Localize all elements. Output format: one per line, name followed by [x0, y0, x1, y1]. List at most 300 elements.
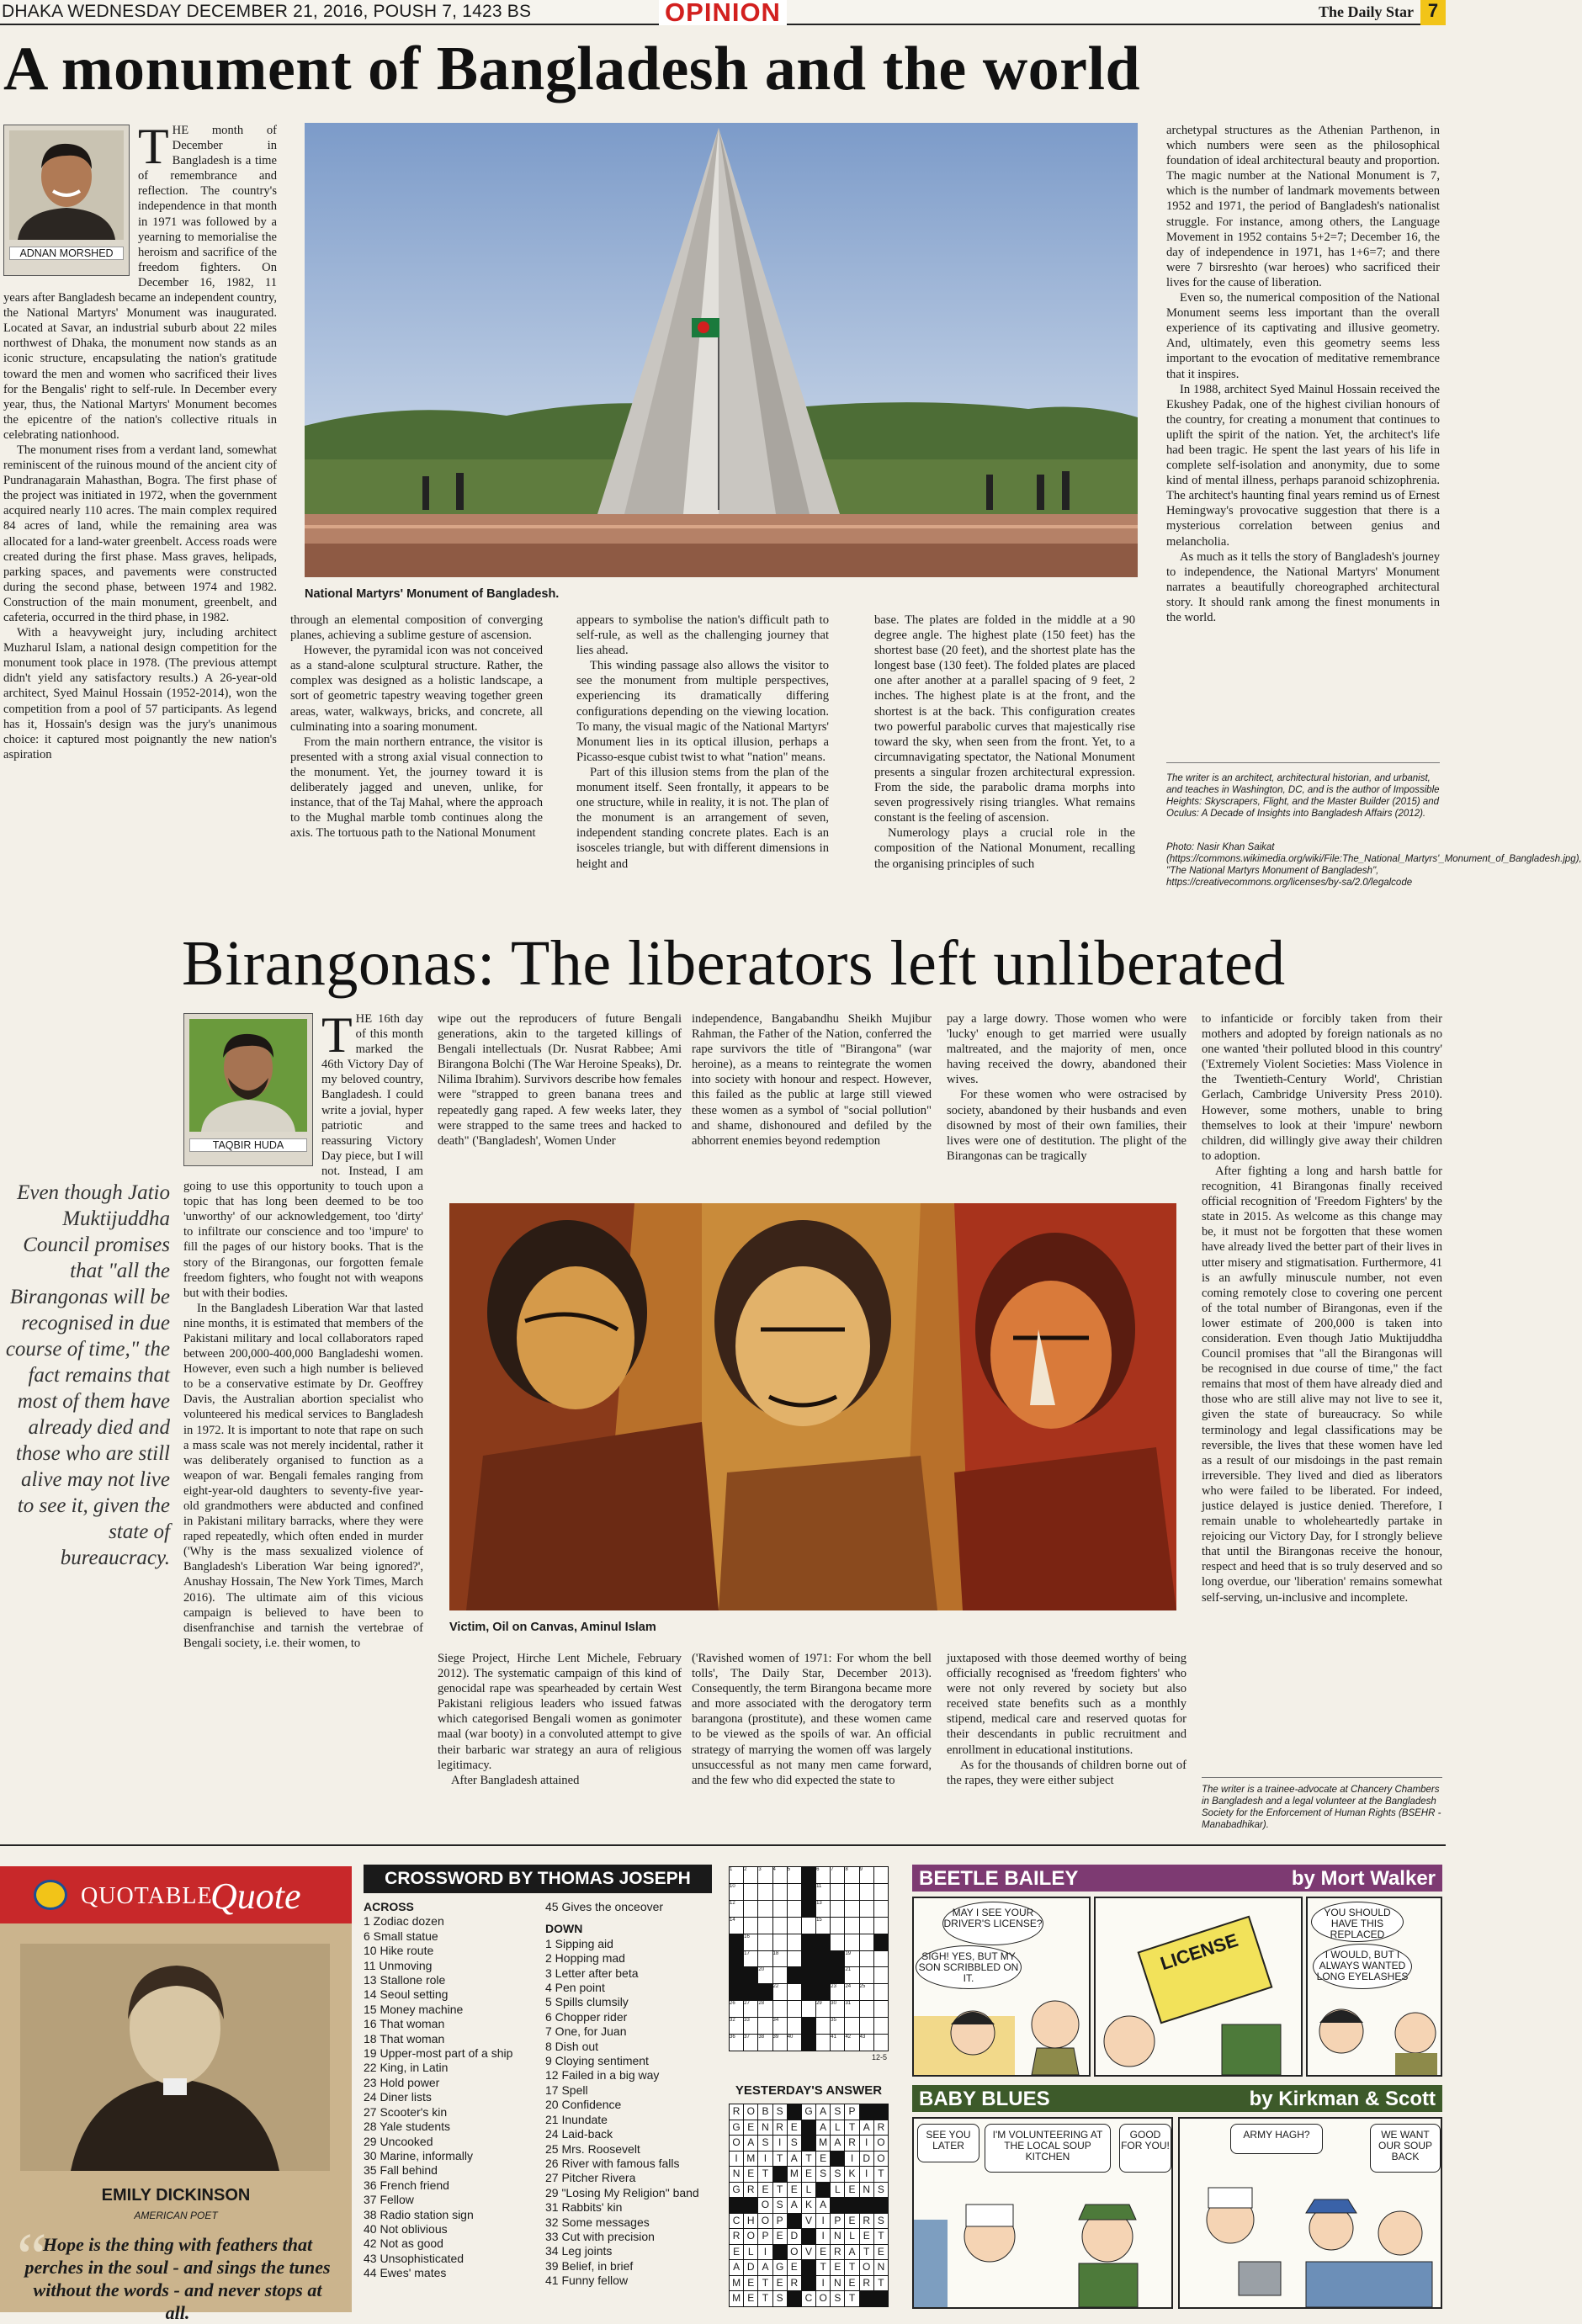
- crossword-cell[interactable]: [758, 2035, 772, 2051]
- cell-number: 18: [772, 1950, 779, 1956]
- answer-cell: [816, 2183, 830, 2198]
- crossword-cell[interactable]: [773, 2001, 787, 2017]
- answer-cell: L: [845, 2229, 858, 2244]
- crossword-cell[interactable]: [860, 2035, 873, 2051]
- down-clue: 33 Cut with precision: [545, 2229, 655, 2243]
- cell-number: 5: [787, 1867, 791, 1872]
- dateline: DHAKA WEDNESDAY DECEMBER 21, 2016, POUSH 7, 1423 BS: [2, 2, 532, 21]
- answer-cell: A: [860, 2120, 873, 2136]
- crossword-cell[interactable]: [860, 1867, 873, 1883]
- crossword-cell[interactable]: [744, 2018, 757, 2034]
- answer-cell: R: [744, 2183, 757, 2198]
- answer-cell: E: [788, 2260, 801, 2275]
- article2-paragraph: Siege Project, Hirche Lent Michele, February 2012). The systematic campaign of this kind of genocidal rape was spearheaded by certain West Pakistani religious leaders who issued fatwas which categorised Bengali women as gonimoter maal (war booty) in a convoluted attempt to give their barbaric war strategy an aura of religious legitimacy.: [438, 1652, 682, 1772]
- crossword-cell[interactable]: [802, 1884, 815, 1900]
- answer-cell: [788, 2214, 801, 2229]
- comic1-bubble: I WOULD, BUT I ALWAYS WANTED LONG EYELASHES: [1313, 1944, 1412, 1989]
- answer-cell: [802, 2276, 815, 2291]
- article1-dropcap: T: [138, 119, 169, 174]
- crossword-cell[interactable]: [744, 1984, 757, 2000]
- answer-cell: R: [860, 2214, 873, 2229]
- crossword-cell[interactable]: [845, 1901, 858, 1917]
- down-clue: 8 Dish out: [545, 2039, 599, 2053]
- crossword-cell[interactable]: [773, 2018, 787, 2034]
- across-clue: 19 Upper-most part of a ship: [364, 2046, 513, 2061]
- crossword-cell[interactable]: [831, 1951, 844, 1967]
- crossword-cell[interactable]: [874, 1984, 888, 2000]
- answer-cell: E: [874, 2245, 888, 2260]
- crossword-cell[interactable]: [744, 1867, 757, 1883]
- crossword-cell[interactable]: [730, 1984, 743, 2000]
- crossword-cell[interactable]: [730, 1901, 743, 1917]
- down-clue: 26 River with famous falls: [545, 2156, 680, 2170]
- answer-cell: L: [744, 2245, 757, 2260]
- page-number: 7: [1420, 0, 1446, 25]
- crossword-cell[interactable]: [758, 1867, 772, 1883]
- crossword-cell[interactable]: [758, 1967, 772, 1983]
- down-clue: 27 Pitcher Rivera: [545, 2171, 636, 2185]
- across-clue: 6 Small statue: [364, 1929, 438, 1943]
- masthead: The Daily Star: [1318, 3, 1414, 20]
- answer-cell: M: [816, 2136, 830, 2151]
- crossword-cell[interactable]: [788, 1934, 801, 1950]
- crossword-cell[interactable]: [802, 1934, 815, 1950]
- answer-title: YESTERDAY'S ANSWER: [735, 2083, 883, 2098]
- crossword-cell[interactable]: [744, 2001, 757, 2017]
- section-label: OPINION: [659, 0, 787, 25]
- crossword-cell[interactable]: [744, 1934, 757, 1950]
- crossword-cell[interactable]: [730, 1918, 743, 1934]
- answer-cell: A: [816, 2104, 830, 2120]
- across-clue: 11 Unmoving: [364, 1958, 433, 1972]
- article1-title: A monument of Bangladesh and the world: [3, 34, 1141, 103]
- answer-cell: [773, 2167, 787, 2182]
- crossword-cell[interactable]: [773, 1918, 787, 1934]
- answer-cell: N: [758, 2120, 772, 2136]
- crossword-cell[interactable]: [874, 1934, 888, 1950]
- cell-number: 6: [816, 1867, 820, 1872]
- answer-cell: [788, 2291, 801, 2306]
- crossword-cell[interactable]: [845, 1967, 858, 1983]
- answer-cell: [744, 2198, 757, 2213]
- crossword-cell[interactable]: [802, 1901, 815, 1917]
- crossword-cell[interactable]: [788, 1901, 801, 1917]
- crossword-cell[interactable]: [744, 1884, 757, 1900]
- crossword-cell[interactable]: [773, 1967, 787, 1983]
- answer-cell: R: [831, 2245, 844, 2260]
- comic1-bubble: MAY I SEE YOUR DRIVER'S LICENSE?: [942, 1902, 1043, 1945]
- crossword-cell[interactable]: [831, 1934, 844, 1950]
- across-clue: 45 Gives the onceover: [545, 1900, 664, 1913]
- across-clue: 30 Marine, informally: [364, 2148, 473, 2162]
- cell-number: 15: [816, 1917, 822, 1923]
- crossword-cell[interactable]: [788, 1967, 801, 1983]
- comic1-panel3: [1306, 1897, 1442, 2077]
- article2-title: Birangonas: The liberators left unliberated: [182, 928, 1286, 999]
- crossword-cell[interactable]: [816, 2018, 830, 2034]
- article1-column2: [290, 613, 543, 914]
- comic1-header: [912, 1865, 1442, 1892]
- crossword-cell[interactable]: [758, 1984, 772, 2000]
- crossword-cell[interactable]: [831, 1884, 844, 1900]
- answer-cell: [788, 2104, 801, 2120]
- crossword-cell[interactable]: [816, 1901, 830, 1917]
- painting-caption: Victim, Oil on Canvas, Aminul Islam: [449, 1621, 656, 1634]
- answer-cell: P: [845, 2104, 858, 2120]
- cell-number: 22: [772, 1984, 779, 1990]
- article2-paragraph: After fighting a long and harsh battle for recognition, 41 Birangonas finally received official recognition of 'Freedom Fighters' by the state in 2015. As welcome as this change may be, it must not be forgotten that these women have already lived the better part of their lives in utter misery and stigmatisation. Furthermore, 41 is an awfully minuscule number, not even coming remotely close to covering one percent of the total number of Birangonas, even if the lower estimate of 200,000 is taken into consideration. Even though Jatio Muktijuddha Council promises that "all the Birangonas will be recognised in due course of time," the fact remains that most of them have already died and those who are still alive may not live to see it, given the state of bureaucracy. So while terminology and legal classifications may be reversible, the lives that these women have led as a result of our misdoings in the past remain irreversible. They lived and died as liberators who were failed to be liberated. For indeed, justice delayed is justice denied. Therefore, I remain unable to wholeheartedly partake in rejoicing our Victory Day, for I strongly believe that until the Birangonas receive the honour, respect and heed that is so truly deserved and so long overdue, our 'liberation' remains somewhat self-serving, un-inclusive and incomplete.: [1202, 1164, 1442, 1605]
- crossword-cell[interactable]: [802, 1951, 815, 1967]
- crossword-cell[interactable]: [773, 1867, 787, 1883]
- answer-cell: K: [802, 2198, 815, 2213]
- article2-column2: [438, 1011, 682, 1196]
- crossword-cell[interactable]: [816, 1967, 830, 1983]
- article2-paragraph: juxtaposed with those deemed worthy of being officially recognised as 'freedom fighters' who were not only revered by society but also received state benefits such as a monthly stipend, medical care and reserved quotas for their descendants in public recruitment and enrollment in educational institutions.: [947, 1652, 1186, 1757]
- comic1-panel2: [1094, 1897, 1303, 2077]
- crossword-cell[interactable]: [831, 2035, 844, 2051]
- monument-photo: [305, 123, 1138, 577]
- answer-cell: K: [845, 2167, 858, 2182]
- article2-paragraph: After Bangladesh attained: [451, 1773, 580, 1787]
- crossword-cell[interactable]: [860, 2018, 873, 2034]
- answer-cell: S: [773, 2104, 787, 2120]
- crossword-cell[interactable]: [831, 1967, 844, 1983]
- answer-cell: B: [758, 2104, 772, 2120]
- down-clue: 5 Spills clumsily: [545, 1995, 629, 2009]
- article1-column5: [1166, 123, 1440, 762]
- article2-paragraph: ('Ravished women of 1971: For whom the bell tolls', The Daily Star, December 2013). Consequently, the term Birangona became more and more associated with the derogatory term barangona (prostitute), and these women came to be viewed as the spoils of war. An official strategy of marrying the women off was largely unsuccessful as not many men came forward, and the few who did expected the state to: [692, 1652, 932, 1787]
- cell-number: 21: [845, 1967, 852, 1973]
- comic2-title: BABY BLUES: [919, 2088, 1050, 2110]
- author1-name: ADNAN MORSHED: [9, 247, 124, 260]
- crossword-cell[interactable]: [831, 2018, 844, 2034]
- crossword-cell[interactable]: [845, 2018, 858, 2034]
- victim-painting: [449, 1203, 1176, 1610]
- answer-cell: T: [845, 2120, 858, 2136]
- crossword-cell[interactable]: [730, 1884, 743, 1900]
- crossword-cell[interactable]: [816, 1884, 830, 1900]
- answer-cell: A: [831, 2136, 844, 2151]
- crossword-cell[interactable]: [845, 1918, 858, 1934]
- crossword-cell[interactable]: [845, 2001, 858, 2017]
- answer-cell: L: [802, 2183, 815, 2198]
- bottom-divider: [0, 1844, 1446, 1846]
- answer-cell: E: [845, 2214, 858, 2229]
- answer-cell: E: [831, 2260, 844, 2275]
- crossword-cell[interactable]: [773, 1884, 787, 1900]
- answer-cell: [860, 2104, 873, 2120]
- article1-paragraph: In 1988, architect Syed Mainul Hossain received the Ekushey Padak, one of the highest civilian honours of the country, for creating a monument that continues to uplift the spirit of the nation. Yet, the architect's life had been tragic. He spent the last years of his life in complete self-isolation and anonymity, due to some kind of mental illness, perhaps paranoid schizophrenia. The architect's haunting final years remind us of Ernest Hemingway's provocative suggestion that there is a mysterious correlation between genius and melancholia.: [1166, 382, 1440, 549]
- crossword-cell[interactable]: [874, 2035, 888, 2051]
- down-clue: 17 Spell: [545, 2083, 588, 2097]
- answer-cell: I: [860, 2167, 873, 2182]
- quotable-quote-box: [0, 1866, 352, 2323]
- article1-paragraph: The monument rises from a verdant land, somewhat reminiscent of the ruinous mound of the ancient city of Pundranagarain Mahasthan, Bogra. The first phase of the project was initiated in 1972, when the government acquired nearly 110 acres. The main complex required 84 acres of land, while the remaining area was allocated for a land-water greenbelt. Access roads were created during the first phase. Mass graves, helipads, parking spaces, and pavements were constructed during the second phase, between 1974 and 1982. Construction of the main monument, greenbelt, and cafeteria, occurred in the third phase, in 1982.: [3, 443, 277, 624]
- answer-cell: E: [860, 2229, 873, 2244]
- quote-label-script: Quote: [210, 1876, 301, 1917]
- down-clue: 34 Leg joints: [545, 2244, 613, 2258]
- answer-cell: P: [831, 2214, 844, 2229]
- answer-cell: G: [730, 2120, 743, 2136]
- crossword-cell[interactable]: [845, 2035, 858, 2051]
- crossword-cell[interactable]: [816, 1934, 830, 1950]
- crossword-cell[interactable]: [860, 1967, 873, 1983]
- comic2-figures: [914, 2186, 1171, 2307]
- across-clue: 42 Not as good: [364, 2236, 443, 2251]
- crossword-cell[interactable]: [730, 1867, 743, 1883]
- answer-cell: S: [816, 2167, 830, 2182]
- crossword-cell[interactable]: [802, 1867, 815, 1883]
- crossword-cell[interactable]: [744, 1918, 757, 1934]
- across-clue: 16 That woman: [364, 2017, 445, 2031]
- crossword-cell[interactable]: [788, 1918, 801, 1934]
- answer-cell: E: [788, 2120, 801, 2136]
- crossword-cell[interactable]: [802, 2001, 815, 2017]
- answer-cell: T: [874, 2167, 888, 2182]
- crossword-cell[interactable]: [831, 1901, 844, 1917]
- answer-cell: V: [802, 2245, 815, 2260]
- painting-image: [449, 1203, 1176, 1610]
- across-clue: 36 French friend: [364, 2178, 449, 2192]
- answer-cell: [802, 2136, 815, 2151]
- crossword-cell[interactable]: [816, 1951, 830, 1967]
- article1-paragraph: As much as it tells the story of Bangladesh's journey to independence, the National Martyrs' Monument narrates a beautifully choreographed architectural story. It should rank among the finest monuments in the world.: [1166, 549, 1440, 624]
- crossword-cell[interactable]: [845, 1984, 858, 2000]
- crossword-cell[interactable]: [831, 1918, 844, 1934]
- answer-cell: V: [802, 2214, 815, 2229]
- crossword-cell[interactable]: [758, 1951, 772, 1967]
- crossword-cell[interactable]: [802, 1967, 815, 1983]
- article2-column4b: [947, 1651, 1186, 1836]
- answer-cell: T: [758, 2167, 772, 2182]
- crossword-cell[interactable]: [758, 1918, 772, 1934]
- answer-cell: I: [816, 2276, 830, 2291]
- article2-paragraph: independence, Bangabandhu Sheikh Mujibur Rahman, the Father of the Nation, conferred the rape survivors the title of "Birangona" (war heroine), as a means to reintegrate the women into society with honour and respect. However, this failed as the public at large still viewed these women as a symbol of "social pollution" and shame, dishonoured and defiled by the abhorrent enemies beyond redemption: [692, 1012, 932, 1148]
- crossword-cell[interactable]: [773, 1984, 787, 2000]
- answer-cell: T: [874, 2276, 888, 2291]
- crossword-cell[interactable]: [758, 1901, 772, 1917]
- crossword-cell[interactable]: [788, 1951, 801, 1967]
- crossword-cell[interactable]: [773, 1951, 787, 1967]
- answer-cell: T: [758, 2291, 772, 2306]
- answer-cell: R: [788, 2276, 801, 2291]
- crossword-cell[interactable]: [788, 1867, 801, 1883]
- answer-cell: E: [788, 2183, 801, 2198]
- answer-cell: H: [744, 2214, 757, 2229]
- crossword-cell[interactable]: [758, 2001, 772, 2017]
- cell-number: 36: [730, 2035, 735, 2040]
- crossword-cell[interactable]: [773, 1901, 787, 1917]
- crossword-cell[interactable]: [788, 1884, 801, 1900]
- crossword-cell[interactable]: [758, 2018, 772, 2034]
- cell-number: 20: [758, 1967, 765, 1973]
- cell-number: 40: [787, 2035, 794, 2040]
- crossword-cell[interactable]: [816, 1984, 830, 2000]
- article2-column1: [183, 1007, 423, 1834]
- crossword-cell[interactable]: [730, 2001, 743, 2017]
- down-heading: DOWN: [545, 1922, 583, 1936]
- crossword-cell[interactable]: [788, 2001, 801, 2017]
- across-clue: 37 Fellow: [364, 2193, 414, 2207]
- crossword-cell[interactable]: [758, 1884, 772, 1900]
- crossword-cell[interactable]: [788, 1984, 801, 2000]
- answer-cell: I: [845, 2152, 858, 2167]
- answer-cell: L: [831, 2183, 844, 2198]
- crossword-cell[interactable]: [860, 1884, 873, 1900]
- crossword-cell[interactable]: [730, 2018, 743, 2034]
- answer-cell: T: [773, 2152, 787, 2167]
- answer-cell: C: [802, 2291, 815, 2306]
- comic1-title: BEETLE BAILEY: [919, 1867, 1079, 1890]
- answer-cell: E: [802, 2167, 815, 2182]
- crossword-cell[interactable]: [802, 1984, 815, 2000]
- answer-cell: N: [860, 2183, 873, 2198]
- article1-paragraph: Even so, the numerical composition of the National Monument seems less important than the overall experience of its captivating and illusive geometry. And, ultimately, even this geometry seems less important to the evocation of meditative remembrance that it inspires.: [1166, 291, 1440, 381]
- article2-paragraph: HE 16th day of this month marked the 46th Victory Day of my beloved country, Bangladesh. I could write a jovial, hyper patriotic and reassuring Victory Day piece, but I will not. Instead, I am going to use this opportunity to touch upon a topic that has long been deemed to be too 'unworthy' of our acknowledgement, too 'dirty' to infiltrate our conscience and too 'impure' to fill the pages of our history books. That is the story of the Birangonas, our forgotten female freedom fighters, who fought not with weapons but with their bodies.: [183, 1012, 423, 1300]
- crossword-cell[interactable]: [816, 2001, 830, 2017]
- crossword-cell[interactable]: [860, 1934, 873, 1950]
- crossword-cell[interactable]: [845, 1867, 858, 1883]
- answer-cell: T: [773, 2183, 787, 2198]
- crossword-cell[interactable]: [816, 1918, 830, 1934]
- answer-cell: E: [744, 2120, 757, 2136]
- monument-image: [305, 123, 1138, 577]
- crossword-cell[interactable]: [860, 1901, 873, 1917]
- cell-number: 2: [744, 1867, 747, 1872]
- crossword-cell[interactable]: [816, 2035, 830, 2051]
- crossword-cell[interactable]: [788, 2035, 801, 2051]
- answer-cell: D: [860, 2152, 873, 2167]
- crossword-cell[interactable]: [845, 1951, 858, 1967]
- answer-cell: R: [874, 2120, 888, 2136]
- crossword-cell[interactable]: [845, 1934, 858, 1950]
- article2-paragraph: wipe out the reproducers of future Bengali generations, akin to the targeted killings of Bengali intellectuals (Dr. Nusrat Rabbee; Ami Birangona Bolchi (The War Heroine Speaks), Dr. Nilima Ibrahim). Survivors describe how females were "strapped to green banana trees and repeatedly gang raped. A few weeks later, they were strapped to the same trees and hacked to death" ('Bangladesh', Women Under: [438, 1012, 682, 1148]
- article1-paragraph: However, the pyramidal icon was not conceived as a stand-alone sculptural structure. Rather, the complex was designed as a holistic landscape, a sort of geometric tapestry weaving together green areas, water, walkways, bricks, and concrete, all culminating into a soaring monument.: [290, 644, 543, 734]
- answer-cell: A: [788, 2198, 801, 2213]
- answer-cell: T: [758, 2276, 772, 2291]
- crossword-cell[interactable]: [730, 1951, 743, 1967]
- pull-quote: Even though Jatio Muktijuddha Council promises that "all the Birangonas will be recognised in due course of time," the fact remains that most of them have already died and those who are still alive may not live to see it, given the state of bureaucracy.: [5, 1181, 170, 1569]
- down-clue: 31 Rabbits' kin: [545, 2200, 623, 2215]
- across-clue: 38 Radio station sign: [364, 2207, 474, 2221]
- comic1-bubble: YOU SHOULD HAVE THIS REPLACED: [1311, 1902, 1404, 1942]
- crossword-cell[interactable]: [816, 1867, 830, 1883]
- answer-cell: I: [758, 2245, 772, 2260]
- crossword-cell[interactable]: [874, 1967, 888, 1983]
- answer-cell: T: [874, 2229, 888, 2244]
- crossword-cell[interactable]: [788, 2018, 801, 2034]
- across-clues: [364, 1900, 532, 2281]
- answer-cell: M: [744, 2152, 757, 2167]
- answer-cell: [730, 2198, 743, 2213]
- answer-cell: L: [831, 2120, 844, 2136]
- crossword-cell[interactable]: [802, 1918, 815, 1934]
- comic1-figure: [1096, 1999, 1301, 2075]
- crossword-cell[interactable]: [874, 1918, 888, 1934]
- comic2-bubble: SEE YOU LATER: [917, 2124, 979, 2162]
- answer-cell: E: [816, 2152, 830, 2167]
- answer-cell: [860, 2198, 873, 2213]
- crossword-cell[interactable]: [744, 1901, 757, 1917]
- down-clues: [545, 1900, 714, 2289]
- crossword-cell[interactable]: [730, 2035, 743, 2051]
- across-clue: 43 Unsophisticated: [364, 2251, 465, 2265]
- crossword-cell[interactable]: [773, 2035, 787, 2051]
- across-clue: 29 Uncooked: [364, 2134, 433, 2148]
- crossword-cell[interactable]: [860, 1984, 873, 2000]
- crossword-cell[interactable]: [744, 1951, 757, 1967]
- crossword-grid[interactable]: [729, 1866, 889, 2051]
- article1-paragraph: base. The plates are folded in the middle at a 90 degree angle. The highest plate (150 feet) has the shortest base (20 feet), and the shortest plate has the longest base (130 feet). The folded plates are placed one after another at a parallel spacing of 9 feet, 2 inches. The highest plate is at the front, and the shortest is at the back. This configuration creates two powerful parabolic curves that majestically rise toward the sky, when seen from the front. Yet, to a circumnavigating spectator, the National Monument presents a singular frozen architectural expression. From the side, the parabolic drama morphs into seven progressively rising triangles. What remains constant is the feeling of ascension.: [874, 613, 1135, 825]
- across-clue: 28 Yale students: [364, 2120, 451, 2134]
- crossword-cell[interactable]: [874, 2001, 888, 2017]
- crossword-cell[interactable]: [773, 1934, 787, 1950]
- answer-cell: A: [816, 2198, 830, 2213]
- across-clue: 40 Not oblivious: [364, 2221, 448, 2236]
- answer-cell: R: [730, 2229, 743, 2244]
- crossword-cell[interactable]: [802, 2018, 815, 2034]
- comic1-bubble: SIGH! YES, BUT MY SON SCRIBBLED ON IT.: [916, 1945, 1022, 1989]
- answer-cell: [831, 2198, 844, 2213]
- cell-number: 34: [772, 2018, 779, 2024]
- crossword-cell[interactable]: [744, 1967, 757, 1983]
- crossword-cell[interactable]: [874, 1951, 888, 1967]
- crossword-cell[interactable]: [874, 2018, 888, 2034]
- comic2-bubble: I'M VOLUNTEERING AT THE LOCAL SOUP KITCHEN: [985, 2124, 1111, 2173]
- answer-cell: [802, 2120, 815, 2136]
- crossword-cell[interactable]: [831, 1867, 844, 1883]
- answer-cell: N: [831, 2229, 844, 2244]
- article1-paragraph: archetypal structures as the Athenian Parthenon, in which numbers were seen as the philosophical foundation of ideal architectural beauty and proportion. The magic number at the National Monument is 7, which is the number of landmark movements between 1952 and 1971, the period of Bangladesh's nationalist struggle. For instance, among others, the Language Movement in 1952 contains 5+2=7; December 16, the day of independence in 1971, has 1+6=7; and there were 7 birsreshto (war heroes) who sacrificed their lives for the cause of liberation.: [1166, 124, 1440, 289]
- article2-column5: [1202, 1011, 1442, 1770]
- answer-cell: M: [730, 2276, 743, 2291]
- article2-column3: [692, 1011, 932, 1196]
- across-clue: 18 That woman: [364, 2031, 445, 2045]
- cell-number: 32: [730, 2018, 735, 2024]
- crossword-cell[interactable]: [744, 2035, 757, 2051]
- answer-cell: N: [874, 2260, 888, 2275]
- answer-cell: E: [758, 2183, 772, 2198]
- crossword-cell[interactable]: [831, 2001, 844, 2017]
- crossword-cell[interactable]: [874, 1901, 888, 1917]
- answer-cell: I: [816, 2214, 830, 2229]
- crossword-cell[interactable]: [758, 1934, 772, 1950]
- answer-cell: O: [816, 2291, 830, 2306]
- crossword-cell[interactable]: [845, 1884, 858, 1900]
- comic1-byline: by Mort Walker: [1291, 1867, 1436, 1890]
- crossword-cell[interactable]: [802, 2035, 815, 2051]
- crossword-cell[interactable]: [874, 1867, 888, 1883]
- across-clue: 23 Hold power: [364, 2075, 440, 2089]
- answer-cell: [773, 2245, 787, 2260]
- cell-number: 19: [845, 1950, 852, 1956]
- crossword-cell[interactable]: [730, 1967, 743, 1983]
- across-heading: ACROSS: [364, 1900, 414, 1913]
- crossword-cell[interactable]: [831, 1984, 844, 2000]
- crossword-cell[interactable]: [874, 1884, 888, 1900]
- crossword-cell[interactable]: [860, 1918, 873, 1934]
- answer-cell: [874, 2291, 888, 2306]
- answer-cell: M: [730, 2291, 743, 2306]
- answer-cell: O: [758, 2214, 772, 2229]
- crossword-cell[interactable]: [860, 2001, 873, 2017]
- crossword-cell[interactable]: [730, 1934, 743, 1950]
- answer-cell: S: [831, 2167, 844, 2182]
- cell-number: 9: [859, 1867, 863, 1872]
- answer-cell: I: [773, 2136, 787, 2151]
- answer-cell: [831, 2152, 844, 2167]
- crossword-cell[interactable]: [860, 1951, 873, 1967]
